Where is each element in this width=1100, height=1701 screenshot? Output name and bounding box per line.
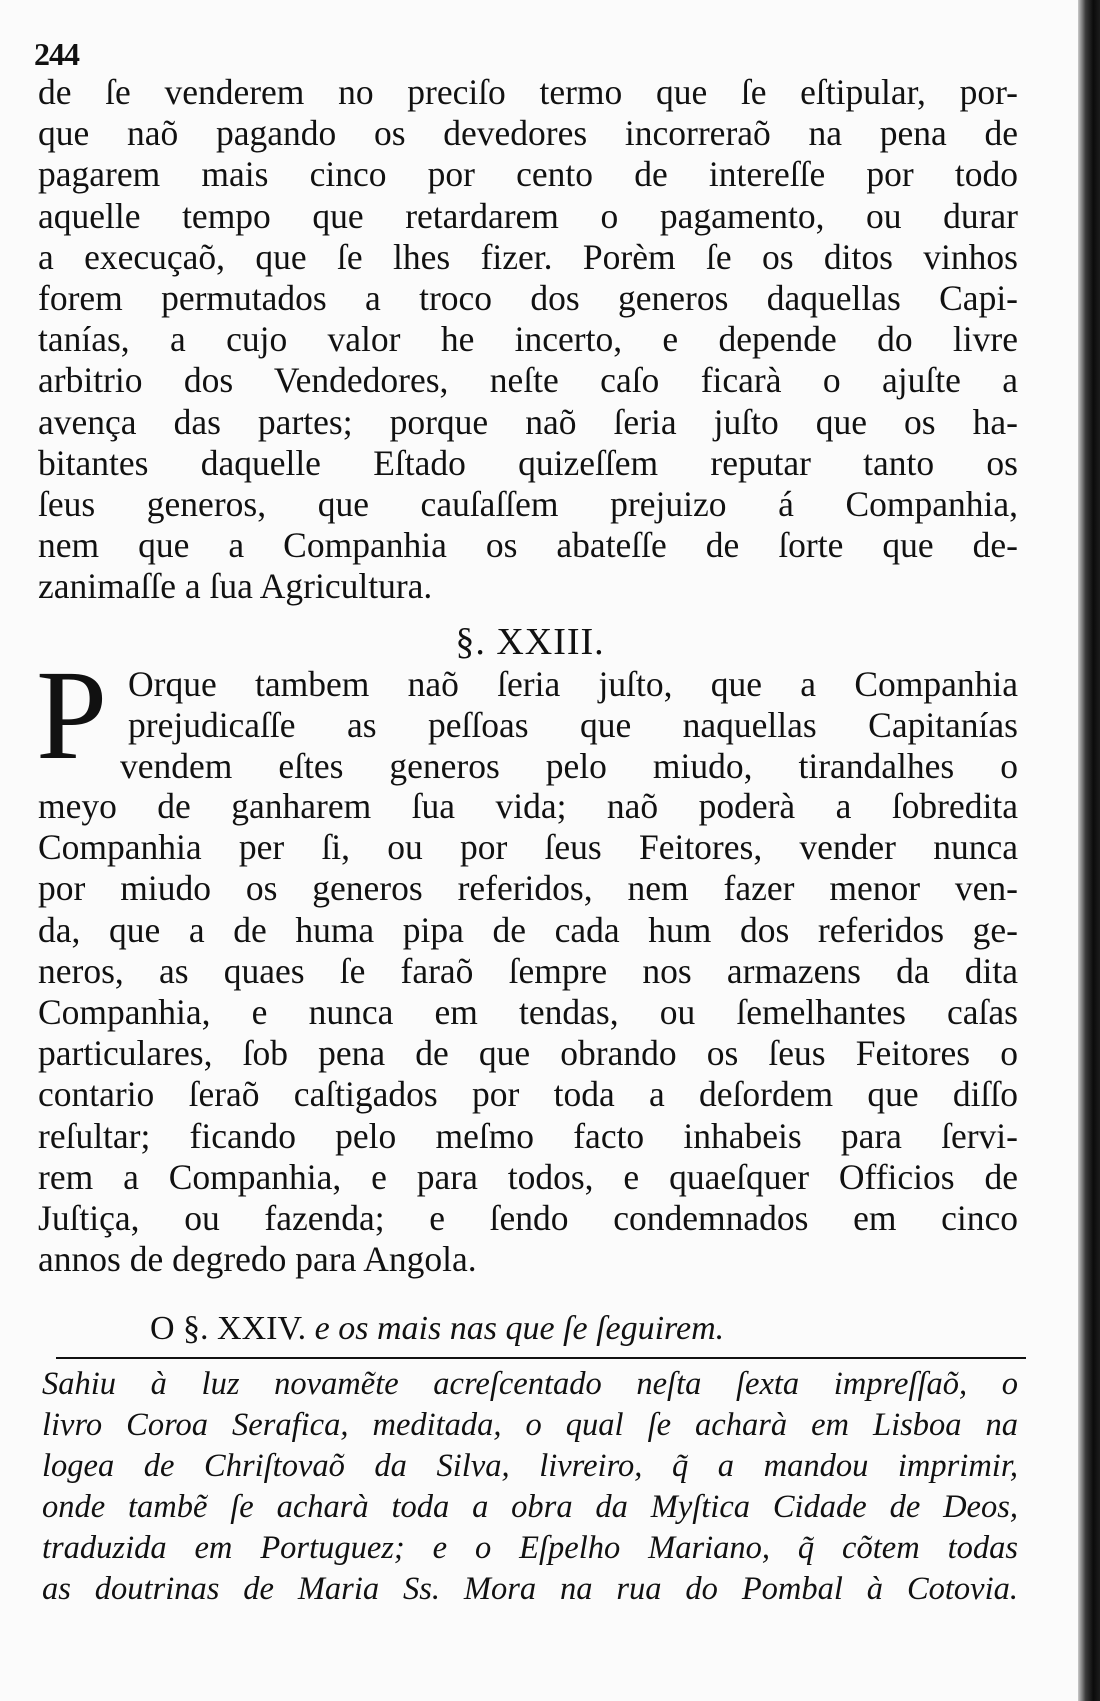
text-line: forem permutados a troco dos generos daquellas Capi- [38, 277, 1018, 318]
colophon-line: traduzida em Portuguez; e o Eſpelho Mariano, q̃ cõtem todas [42, 1530, 1018, 1566]
text-line: pagarem mais cinco por cento de intereſſe por todo [38, 154, 1018, 195]
text-line: Orque tambem naõ ſeria juſto, que a Companhia [128, 664, 1018, 704]
closing-note-italic: e os mais nas que ſe ſeguirem. [314, 1310, 725, 1347]
colophon-line: as doutrinas de Maria Ss. Mora na rua do Pombal à Cotovia. [42, 1571, 1018, 1607]
text-line: contario ſeraõ caſtigados por toda a deſordem que diſſo [38, 1074, 1018, 1115]
closing-note-prefix: O §. XXIV. [150, 1310, 307, 1347]
text-line: Juſtiça, ou fazenda; e ſendo condemnados em cinco [38, 1197, 1018, 1238]
colophon-line: logea de Chriſtovaõ da Silva, livreiro, q̃ a mandou imprimir, [42, 1448, 1018, 1484]
divider-rule [56, 1357, 1026, 1359]
paragraph-continuation [38, 72, 1018, 607]
text-line: reſultar; ficando pelo meſmo facto inhabeis para ſervi- [38, 1115, 1018, 1156]
paragraph-indented-lines [120, 664, 1018, 788]
colophon-line: onde tambẽ ſe acharà toda a obra da Myſtica Cidade de Deos, [42, 1489, 1018, 1525]
text-line: Companhia, e nunca em tendas, ou ſemelhantes caſas [38, 991, 1018, 1032]
text-line: particulares, ſob pena de que obrando os ſeus Feitores o [38, 1033, 1018, 1074]
text-line: meyo de ganharem ſua vida; naõ poderà a ſobredita [38, 786, 1018, 826]
colophon-line: livro Coroa Serafica, meditada, o qual ſe acharà em Lisboa na [42, 1407, 1018, 1443]
text-line: vendem eſtes generos pelo miudo, tirandalhes o [120, 746, 1018, 787]
text-line: neros, as quaes ſe faraõ ſempre nos armazens da dita [38, 950, 1018, 991]
page-number: 244 [34, 36, 79, 72]
drop-cap-letter: P [36, 644, 108, 786]
text-line: rem a Companhia, e para todos, e quaeſquer Officios de [38, 1156, 1018, 1197]
text-line: que naõ pagando os devedores incorreraõ na pena de [38, 113, 1018, 154]
text-line: arbitrio dos Vendedores, neſte caſo ficarà o ajuſte a [38, 360, 1018, 401]
colophon-line: Sahiu à luz novamẽte acreſcentado neſta ſexta impreſſaõ, o [42, 1366, 1018, 1402]
text-line: annos de degredo para Angola. [38, 1239, 477, 1280]
text-line: zanimaſſe a ſua Agricultura. [38, 566, 433, 607]
text-line: prejudicaſſe as peſſoas que naquellas Capitanías [128, 705, 1018, 746]
text-line: a execuçaõ, que ſe lhes fizer. Porèm ſe os ditos vinhos [38, 236, 1018, 277]
text-line: avença das partes; porque naõ ſeria juſto que os ha- [38, 401, 1018, 442]
text-line: da, que a de huma pipa de cada hum dos referidos ge- [38, 909, 1018, 950]
text-line: nem que a Companhia os abateſſe de ſorte que de- [38, 525, 1018, 566]
text-line: por miudo os generos referidos, nem fazer menor ven- [38, 868, 1018, 909]
paragraph-body [38, 786, 1018, 1280]
text-line: Companhia per ſi, ou por ſeus Feitores, vender nunca [38, 827, 1018, 868]
closing-note [150, 1310, 724, 1348]
text-line: bitantes daquelle Eſtado quizeſſem reputar tanto os [38, 442, 1018, 483]
section-heading: §. XXIII. [455, 621, 605, 663]
text-line: ſeus generos, que cauſaſſem prejuizo á Companhia, [38, 483, 1018, 524]
text-line: de ſe venderem no preciſo termo que ſe eſtipular, por- [38, 72, 1018, 112]
text-line: aquelle tempo que retardarem o pagamento, ou durar [38, 195, 1018, 236]
page-edge-shadow [1078, 0, 1100, 1701]
colophon [42, 1364, 1018, 1610]
text-line: tanías, a cujo valor he incerto, e depende do livre [38, 319, 1018, 360]
